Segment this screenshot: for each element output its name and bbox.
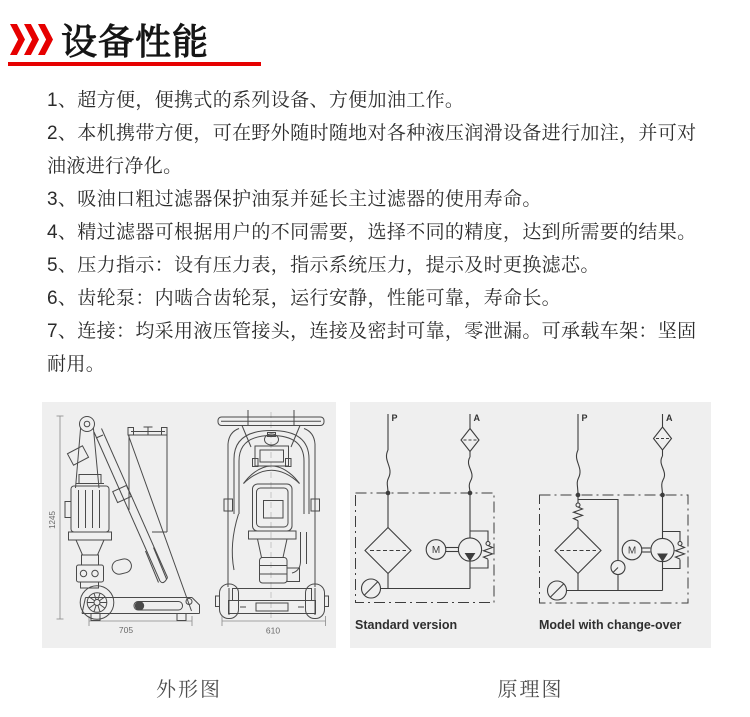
port-label-a: A: [666, 413, 673, 423]
motor-label: M: [627, 545, 637, 557]
feature-line: 2、本机携带方便，可在野外随时随地对各种液压润滑设备进行加注，并可对: [47, 123, 697, 144]
changeover-schematic: [540, 414, 689, 603]
chevron-right-icon: [38, 24, 53, 55]
feature-line: 耐用。: [47, 354, 106, 375]
schematic-label-standard: Standard version: [355, 618, 458, 632]
schematic-figure-caption: 原理图: [497, 679, 564, 701]
outline-drawing-panel: [42, 402, 336, 648]
outline-drawing-figure: [42, 402, 336, 648]
outline-figure-caption: 外形图: [156, 679, 222, 701]
page-title: 设备性能: [61, 21, 210, 62]
dimension-label-height: 1245: [48, 511, 57, 529]
port-label-p: P: [391, 413, 398, 423]
feature-list: [47, 84, 715, 381]
header-underline: [8, 62, 261, 66]
triple-chevron-icon: [10, 24, 52, 55]
dimension-label-width: 705: [118, 625, 134, 635]
motor-label: M: [431, 545, 441, 556]
feature-line: 3、吸油口粗过滤器保护油泵并延长主过滤器的使用寿命。: [47, 189, 542, 210]
feature-line: 油液进行净化。: [47, 156, 183, 177]
feature-line: 6、齿轮泵：内啮合齿轮泵，运行安静，性能可靠，寿命长。: [47, 288, 562, 309]
chevron-right-icon: [24, 24, 39, 55]
schematic-panel: [350, 402, 711, 648]
feature-line: 4、精过滤器可根据用户的不同需要，选择不同的精度，达到所需要的结果。: [47, 222, 697, 243]
feature-line: 7、连接：均采用液压管接头，连接及密封可靠，零泄漏。可承载车架：坚固: [47, 321, 697, 342]
front-view-drawing: [216, 410, 329, 626]
schematic-label-changeover: Model with change-over: [539, 618, 682, 632]
section-header: [0, 0, 750, 70]
standard-schematic: [356, 414, 495, 603]
port-label-a: A: [473, 413, 480, 423]
dimension-label-width: 610: [265, 625, 281, 636]
side-view-drawing: [57, 416, 200, 626]
feature-line: 1、超方便，便携式的系列设备、方便加油工作。: [47, 90, 465, 111]
chevron-right-icon: [10, 24, 25, 55]
hydraulic-schematic-figure: [350, 402, 711, 648]
feature-line: 5、压力指示：设有压力表，指示系统压力，提示及时更换滤芯。: [47, 255, 600, 276]
port-label-p: P: [581, 413, 588, 423]
